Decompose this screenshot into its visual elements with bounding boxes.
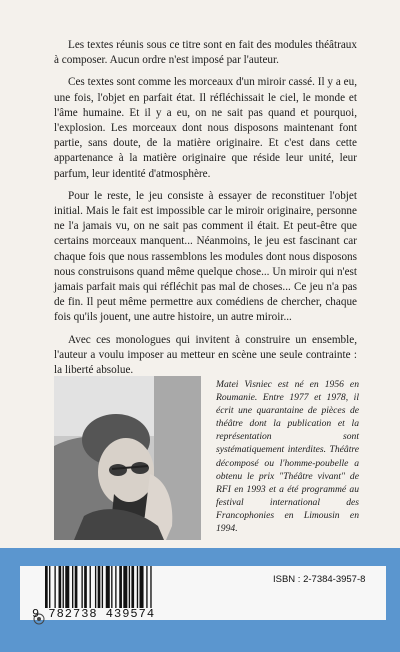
barcode <box>43 566 193 608</box>
author-photo <box>54 376 201 540</box>
blurb-paragraph-2: Ces textes sont comme les morceaux d'un miroir cassé. Il y a eu, une fois, l'objet en parfait état. Il réfléchissait le ciel, le monde et l'âme humaine. Et il y a eu, on ne sait pas quand et pourquoi, l'explosion. Les morceaux dont nous disposons maintenant font partie, sans doute, de la matière originaire. Et c'est dans cette appartenance à la matière originaire que réside leur unité, leur parfum, leur identité d'atmosphère. <box>54 76 357 180</box>
blurb-paragraph-3: Pour le reste, le jeu consiste à essayer de reconstituer l'objet initial. Mais le fait est impossible car le miroir originaire, personne ne l'a jamais vu, on ne sait pas comment il était. Et peut-être que certains morceaux manquent... Néanmoins, le jeu est fascinant car chaque fois que nous rassemblons les modules dont nous disposons nous construisons quand même quelque chose... Un miroir qui n'est jamais parfait mais qui réfléchit pas mal de choses... Ce jeu n'a pas de fin. Il peut même permettre aux comédiens de chercher, chaque fois qu'ils jouent, une autre histoire, un autre miroir... <box>54 189 357 324</box>
isbn-label: ISBN : 2-7384-3957-8 <box>273 574 366 585</box>
blurb-paragraph-1: Les textes réunis sous ce titre sont en fait des modules théâtraux à composer. Aucun ordre n'est imposé par l'auteur. <box>54 39 357 67</box>
blurb-paragraph-4: Avec ces monologues qui invitent à construire un ensemble, l'auteur a voulu imposer au metteur en scène une seule contrainte : la liberté absolue. <box>54 333 357 377</box>
author-portrait-image <box>54 376 201 540</box>
barcode-digits: 9 782738 439574 <box>32 607 156 621</box>
author-bio: Matei Visniec est né en 1956 en Roumanie. Entre 1977 et 1978, il écrit une quarantaine de pièces de théâtre dont la publication et la représentation sont systématiquement interdites. Théâtre décomposé ou l'homme-poubelle a obtenu le prix "Théâtre vivant" de RFI en 1993 et a été programmé au festival international des Francophonies en Limousin en 1994. <box>216 379 359 535</box>
blurb-text <box>54 38 357 385</box>
